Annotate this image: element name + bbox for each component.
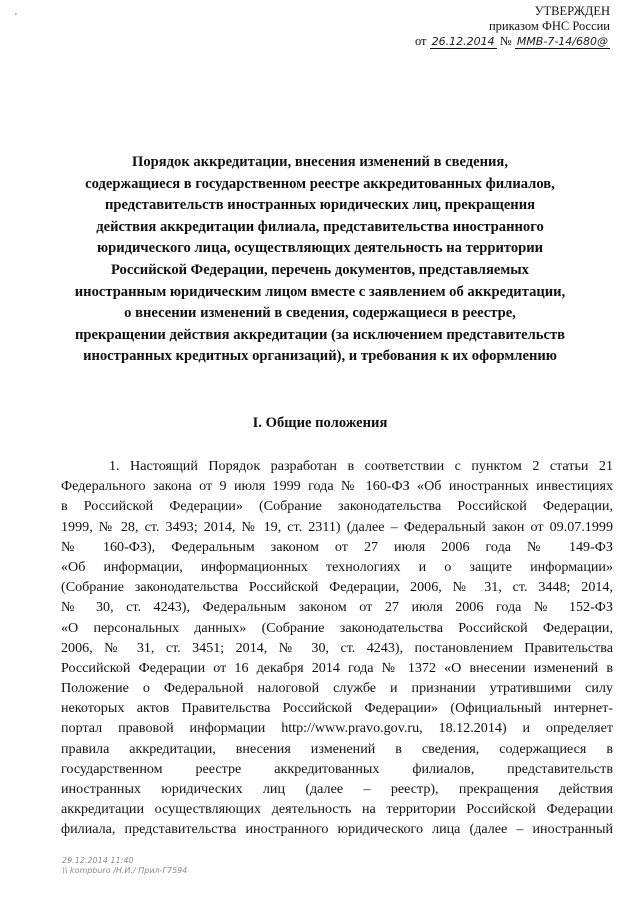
title-line: содержащиеся в государственном реестре аккредитованных филиалов, xyxy=(85,175,555,192)
approval-number: ММВ-7-14/680@ xyxy=(516,35,608,48)
paragraph-line: Российской Федерации от 16 декабря 2014 года № 1372 «О внесении изменений в xyxy=(61,659,613,676)
paragraph-1 xyxy=(61,456,613,840)
title-line: прекращении действия аккредитации (за исключением представительств xyxy=(74,326,566,343)
approval-number-label: № xyxy=(499,34,512,48)
paragraph-line: (Собрание законодательства Российской Федерации, 2006, № 31, ст. 3448; 2014, xyxy=(61,579,613,596)
paragraph-line: «Об информации, информационных технологиях и о защите информации» xyxy=(61,558,613,575)
paragraph-line: № 30, ст. 4243), Федеральным законом от 27 июля 2006 года № 152-ФЗ xyxy=(61,599,613,616)
title-line: иностранных кредитных организаций), и требования к их оформлению xyxy=(83,348,557,365)
approval-by-order: приказом ФНС России xyxy=(488,19,610,33)
paragraph-line: Положение о Федеральной налоговой службе и признании утратившими силу xyxy=(61,680,613,697)
title-line: иностранным юридическим лицом вместе с заявлением об аккредитации, xyxy=(74,283,566,300)
title-line: представительств иностранных юридических лиц, прекращения xyxy=(104,197,536,214)
paragraph-line: иностранных юридических лиц (далее – реестр), прекращения действия xyxy=(61,781,613,797)
paragraph-line: № 160-ФЗ), Федеральным законом от 27 июля 2006 года № 149-ФЗ xyxy=(61,538,613,555)
paragraph-line: в Российской Федерации» (Собрание законодательства Российской Федерации, xyxy=(61,498,613,515)
title-line: о внесении изменений в сведения, содержащиеся в реестре, xyxy=(124,305,516,322)
approval-approved: УТВЕРЖДЕН xyxy=(534,4,610,18)
approval-date: 26.12.2014 xyxy=(431,35,495,48)
paragraph-line: портал правовой информации http://www.pravo.gov.ru, 18.12.2014) и определяет xyxy=(61,720,613,737)
paragraph-line: филиала, представительства иностранного юридического лица (далее – иностранный xyxy=(61,821,613,838)
document-title xyxy=(40,152,600,368)
footer-path: \\ kompburo /Н.И./ Прил-Г7594 xyxy=(62,866,188,875)
paragraph-line: Федерального закона от 9 июля 1999 года № 160-ФЗ «Об иностранных инвестициях xyxy=(61,478,613,495)
approval-from-label: от xyxy=(414,34,427,48)
title-line: действия аккредитации филиала, представительства иностранного xyxy=(96,218,544,235)
paragraph-line: 1999, № 28, ст. 3493; 2014, № 19, ст. 2311) (далее – Федеральный закон от 09.07.1999 xyxy=(61,518,613,535)
paragraph-line: правила аккредитации, внесения изменений в сведения, содержащиеся в xyxy=(61,740,613,757)
corner-mark: ' xyxy=(15,12,17,23)
section-heading: I. Общие положения xyxy=(252,415,388,431)
paragraph-line: 2006, № 31, ст. 3451; 2014, № 30, ст. 4243), постановлением Правительства xyxy=(61,639,613,656)
title-line: Порядок аккредитации, внесения изменений в сведения, xyxy=(132,154,508,170)
paragraph-line: некоторых актов Правительства Российской Федерации» (Официальный интернет- xyxy=(61,700,613,717)
print-footer xyxy=(62,856,187,876)
paragraph-line: 1. Настоящий Порядок разработан в соответствии с пунктом 2 статьи 21 xyxy=(109,458,613,474)
paragraph-line: «О персональных данных» (Собрание законодательства Российской Федерации, xyxy=(61,619,613,636)
title-line: Российской Федерации, перечень документов, представляемых xyxy=(111,261,529,278)
approval-stamp xyxy=(410,4,610,49)
title-line: юридического лица, осуществляющих деятельность на территории xyxy=(96,240,544,257)
approval-date-number xyxy=(410,34,610,49)
paragraph-line: аккредитации осуществляющих деятельность на территории Российской Федерации xyxy=(61,801,613,818)
footer-timestamp: 29.12.2014 11:40 xyxy=(62,856,134,865)
paragraph-line: государственном реестре аккредитованных филиалов, представительств xyxy=(61,760,613,777)
